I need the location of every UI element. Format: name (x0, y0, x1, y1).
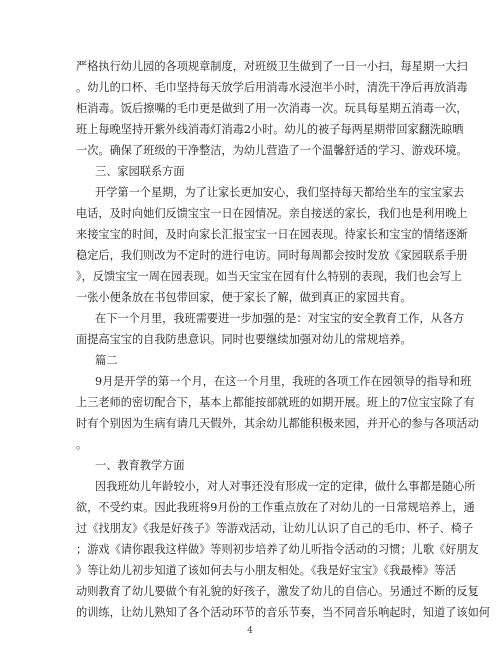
text-line: 》等让幼儿初步知道了该如何去与小朋友相处。《我是好宝宝》《我最棒》等活 (76, 564, 457, 577)
text-line: ；游戏《请你跟我这样做》等则初步培养了幼儿听指令活动的习惯；儿歌《好朋友 (76, 543, 479, 556)
text-line: 过《找朋友》《我是好孩子》等游戏活动，让幼儿认识了自己的毛巾、杯子、椅子 (76, 522, 474, 535)
text-line: 动则教育了幼儿要做个有礼貌的好孩子，激发了幼儿的自信心。另通过不断的反复 (76, 585, 479, 598)
text-line: 一张小便条放在书包带回家，便于家长了解，做到真正的家园共育。 (76, 291, 412, 304)
text-line: 欲，不受约束。因此我班将9月份的工作重点放在了对幼儿的一日常规培养上，通 (76, 501, 475, 514)
text-line: 因我班幼儿年龄较小，对人对事还没有形成一定的定律，做什么事都是随心所 (95, 480, 476, 493)
text-line: 9月是开学的第一个月，在这一个月里，我班的各项工作在园领导的指导和班 (95, 375, 472, 388)
text-line: 时有个别因为生病有请几天假外，其余幼儿都能积极来园，并开心的参与各项活动 (76, 417, 479, 430)
text-line: 上三老师的密切配合下，基本上都能按部就班的如期开展。班上的7位宝宝除了有 (76, 396, 475, 409)
text-line: 开学第一个星期，为了让家长更加安心，我们坚持每天都给坐车的宝宝家去 (95, 186, 465, 199)
text-line: 稳定后，我们则改为不定时的进行电访。同时每周都会按时发放《家园联系手册 (76, 249, 468, 262)
text-line: 面提高宝宝的自我防患意识。同时也要继续加强对幼儿的常规培养。 (76, 333, 412, 346)
text-line: 严格执行幼儿园的各项规章制度，对班级卫生做到了一日一小扫，每星期一大扫 (76, 60, 468, 73)
text-line: 》，反馈宝宝一周在园表现。如当天宝宝在园有什么特别的表现，我们也会写上 (76, 270, 462, 283)
page-number: 4 (247, 626, 253, 636)
section-heading: 篇二 (95, 354, 118, 367)
text-line: 的训练，让幼儿熟知了各个活动环节的音乐节奏，当不同音乐响起时，知道了该如何 (76, 606, 490, 619)
text-line: 。 (76, 438, 88, 451)
text-line: 一次。确保了班级的干净整洁，为幼儿营造了一个温馨舒适的学习、游戏环境。 (76, 144, 468, 157)
text-line: 柜消毒。饭后擦嘴的毛巾更是做到了用一次消毒一次。玩具每星期五消毒一次， (76, 102, 468, 115)
text-line: 。幼儿的口杯、毛巾坚持每天放学后用消毒水浸泡半小时，清洗干净后再放消毒 (76, 81, 468, 94)
text-line: 来接宝宝的时间，及时向家长汇报宝宝一日在园表现。待家长和宝宝的情绪逐渐 (76, 228, 468, 241)
text-line: 在下一个月里，我班需要进一步加强的是：对宝宝的安全教育工作，从各方 (95, 312, 465, 325)
section-heading: 三、家园联系方面 (95, 165, 185, 178)
text-line: 班上每晚坚持开紫外线消毒灯消毒2小时。幼儿的被子每两星期带回家翻洗晾晒 (76, 123, 464, 136)
section-heading: 一、教育教学方面 (95, 459, 185, 472)
text-line: 电话，及时向她们反馈宝宝一日在园情况。亲自接送的家长，我们也是利用晚上 (76, 207, 468, 220)
